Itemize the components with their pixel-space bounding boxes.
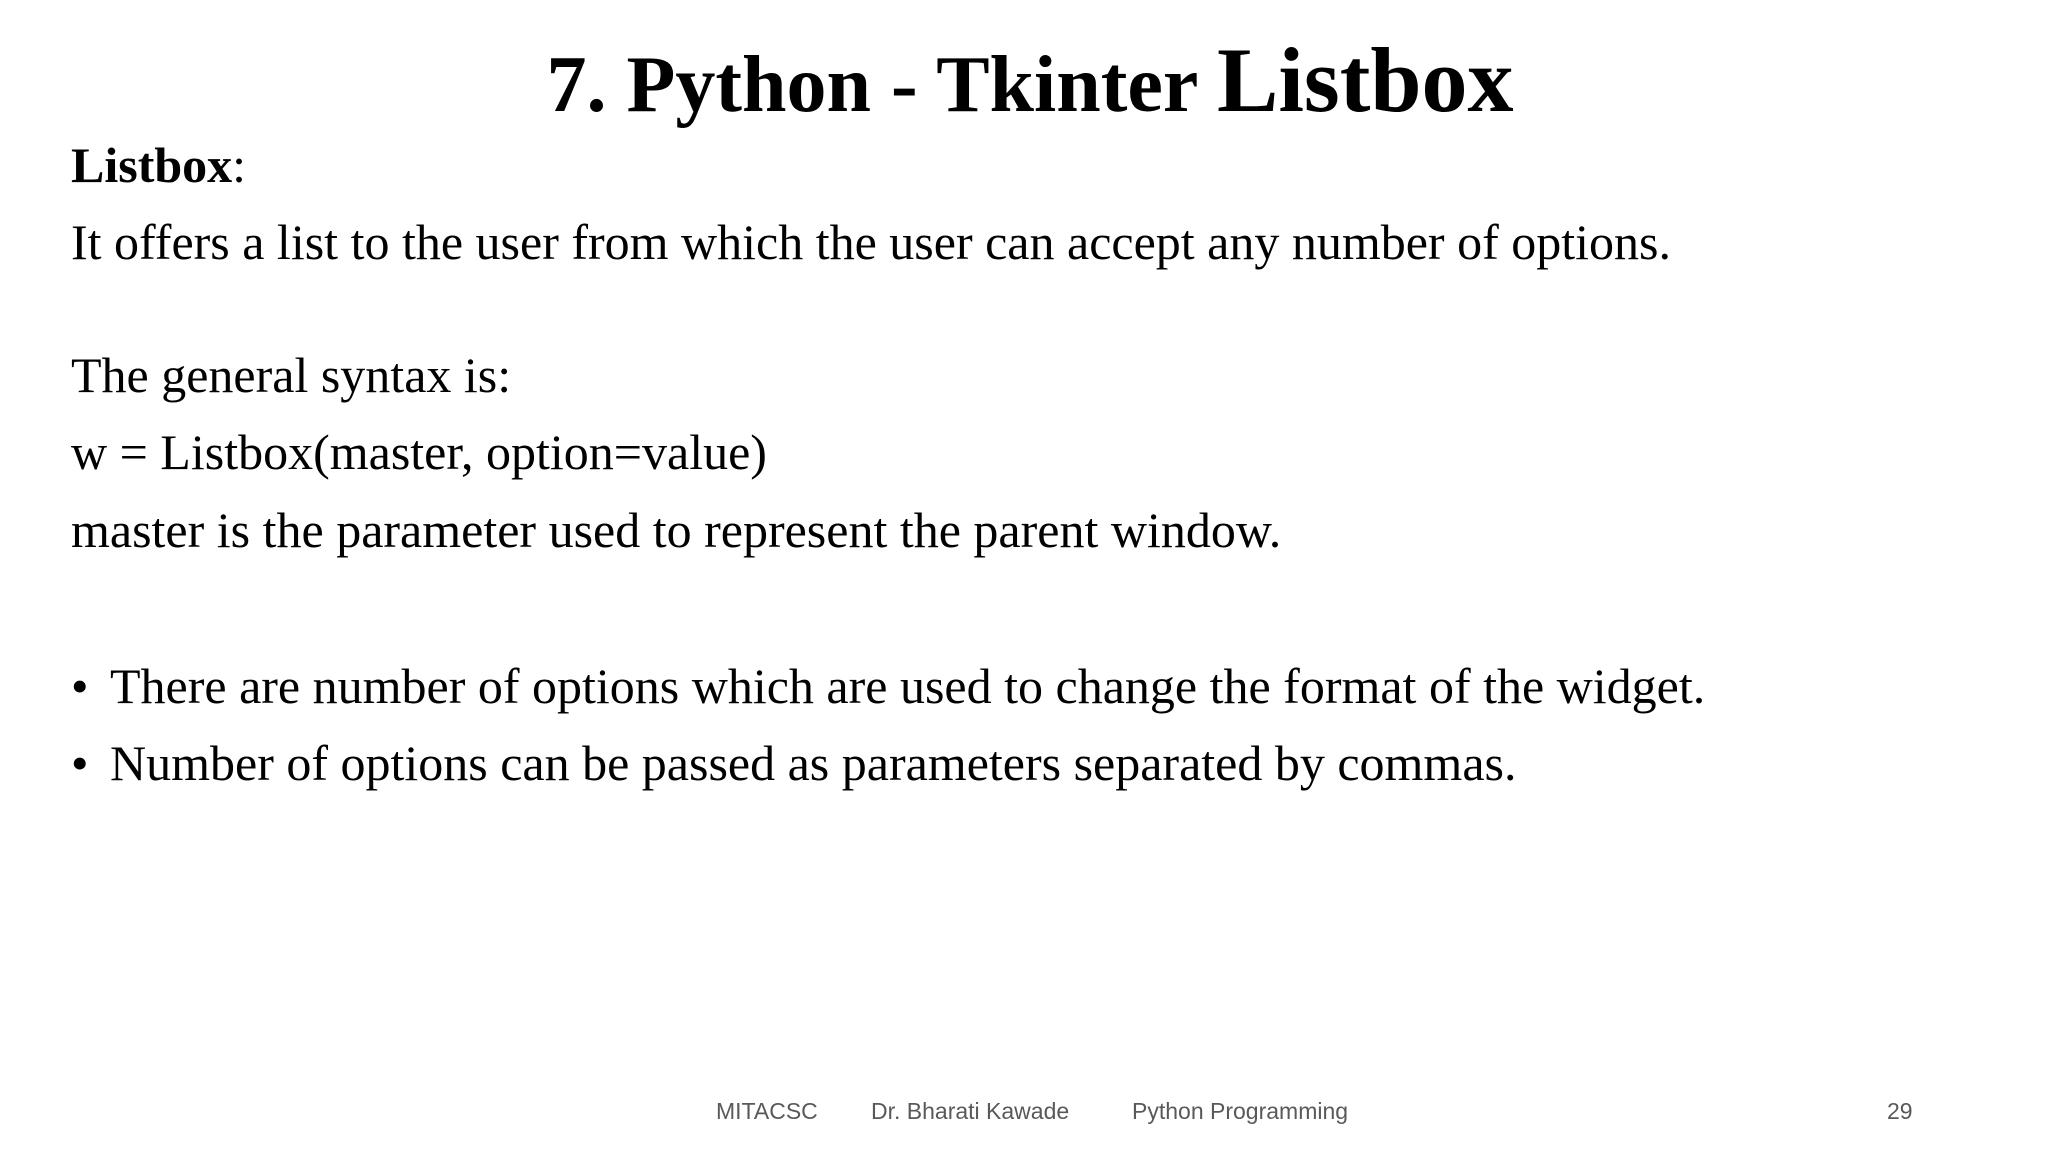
bullet-dot-icon: •	[71, 658, 89, 714]
slide-title-main: 7. Python - Tkinter	[546, 41, 1217, 129]
footer-author: Dr. Bharati Kawade	[871, 1098, 1070, 1124]
listbox-description: It offers a list to the user from which the user can accept any number of options.	[71, 214, 1671, 270]
slide-title-emphasis: Listbox	[1216, 29, 1514, 131]
syntax-code: w = Listbox(master, option=value)	[71, 424, 767, 480]
bullet-text: There are number of options which are used to change the format of the widget.	[110, 658, 1706, 714]
master-parameter-note: master is the parameter used to represent the parent window.	[71, 502, 1282, 558]
bullet-text: Number of options can be passed as parameters separated by commas.	[110, 735, 1517, 791]
footer-course: Python Programming	[1132, 1098, 1349, 1124]
section-heading	[71, 134, 246, 196]
section-heading-term: Listbox	[71, 137, 233, 193]
section-heading-colon: :	[232, 137, 247, 193]
slide-title	[0, 30, 2048, 135]
footer-page-number: 29	[1887, 1098, 1913, 1124]
footer-organization: MITACSC	[716, 1098, 818, 1124]
syntax-intro: The general syntax is:	[71, 347, 512, 403]
bullet-dot-icon: •	[71, 735, 89, 791]
